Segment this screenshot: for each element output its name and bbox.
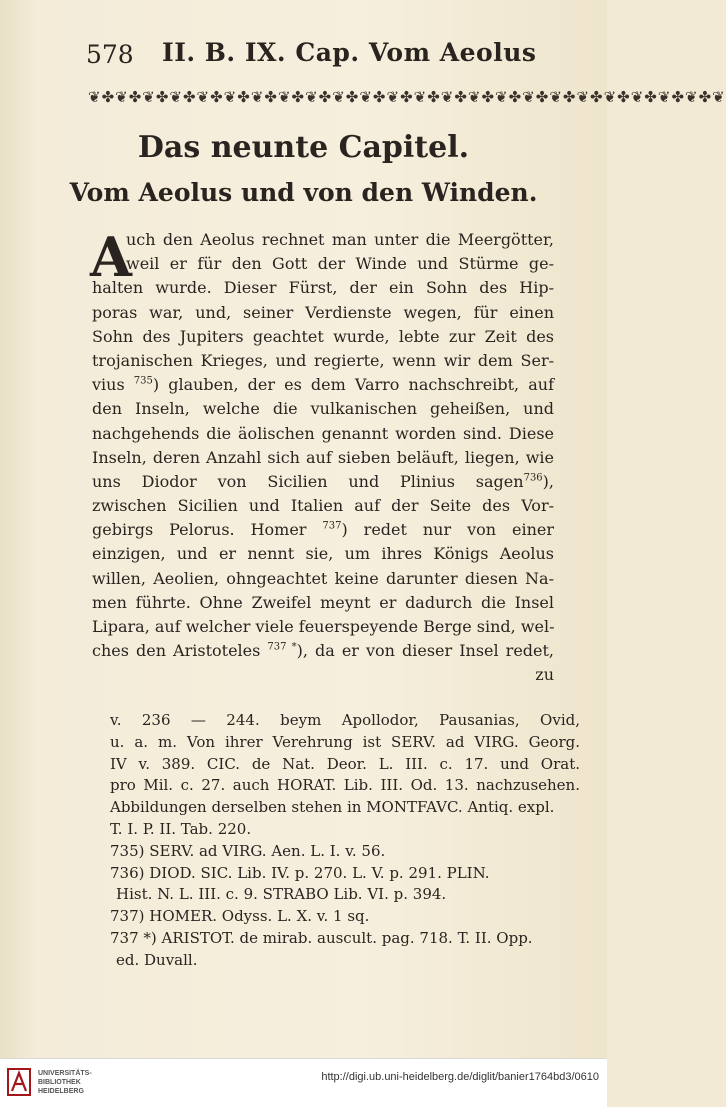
- text-segment: ) redet nur von einer: [341, 520, 554, 540]
- ornamental-divider: ❦✤❦✤❦✤❦✤❦✤❦✤❦✤❦✤❦✤❦✤❦✤❦✤❦✤❦✤❦✤❦✤❦✤❦✤❦✤❦✤❦✤❦✤❦✤❦: [88, 88, 726, 106]
- text-line: [92, 349, 554, 373]
- text-segment: zu: [535, 665, 554, 685]
- text-segment: willen, Aeolien, ohngeachtet keine darunter diesen Na-: [92, 568, 554, 588]
- text-segment: trojanischen Krieges, und regierte, wenn wir dem Ser-: [92, 350, 554, 370]
- text-line: [92, 591, 554, 615]
- university-logo-icon: [6, 1067, 32, 1097]
- text-segment: zwischen Sicilien und Italien auf der Seite des Vor-: [92, 496, 554, 516]
- footnotes: [110, 710, 580, 972]
- text-segment: uns Diodor von Sicilien und Plinius sagen: [92, 471, 524, 491]
- running-head-text: II. B. IX. Cap. Vom Aeolus: [162, 38, 537, 67]
- text-segment: vius: [92, 375, 134, 395]
- text-segment: halten wurde. Dieser Fürst, der ein Sohn des Hip-: [92, 278, 554, 298]
- footnote-line: 737) HOMER. Odyss. L. X. v. 1 sq.: [110, 907, 370, 926]
- page-number: 578: [86, 40, 134, 69]
- text-segment: ), da er von dieser Insel redet,: [296, 641, 555, 661]
- footnote-reference: 737: [322, 520, 342, 532]
- library-name-line: BIBLIOTHEK: [38, 1079, 81, 1086]
- text-line: [92, 276, 554, 300]
- text-line: [92, 325, 554, 349]
- text-segment: nachgehends die äolischen genannt worden sind. Diese: [92, 423, 554, 443]
- viewer-footer: [0, 1058, 607, 1107]
- text-line: [92, 663, 554, 687]
- body-text: [90, 225, 555, 688]
- footnote-line: Abbildungen derselben stehen in MONTFAVC. Antiq. expl.: [110, 798, 555, 817]
- footnote-line: T. I. P. II. Tab. 220.: [110, 819, 252, 838]
- text-segment: einzigen, und er nennt sie, um ihres Königs Aeolus: [92, 544, 554, 564]
- text-segment: ches den Aristoteles: [92, 641, 268, 661]
- text-segment: Inseln, deren Anzahl sich auf sieben beläuft, liegen, wie: [92, 447, 554, 467]
- text-line: [92, 494, 554, 518]
- text-line: [92, 542, 554, 566]
- footnote-reference: 735: [133, 375, 153, 387]
- text-segment: gebirgs Pelorus. Homer: [92, 520, 323, 540]
- text-segment: uch den Aeolus rechnet man unter die Meergötter,: [126, 230, 554, 249]
- footnote-line: 736) DIOD. SIC. Lib. IV. p. 270. L. V. p. 291. PLIN.: [110, 863, 490, 882]
- text-line: [92, 301, 554, 325]
- footnote-reference: 736: [523, 472, 543, 484]
- footnote-line: Hist. N. L. III. c. 9. STRABO Lib. VI. p. 394.: [116, 885, 447, 904]
- library-name-line: UNIVERSITÄTS-: [38, 1070, 92, 1077]
- text-line: [92, 615, 554, 639]
- footnote-separator: [92, 705, 554, 706]
- footnote-line: 735) SERV. ad VIRG. Aen. L. I. v. 56.: [110, 841, 386, 860]
- footnote-line: pro Mil. c. 27. auch HORAT. Lib. III. Od. 13. nachzusehen.: [110, 776, 580, 795]
- text-line: [92, 397, 554, 421]
- text-line: [92, 518, 554, 542]
- library-name: [38, 1069, 118, 1096]
- text-line: [92, 373, 554, 397]
- text-segment: ),: [542, 471, 554, 491]
- footnote-line: 737 *) ARISTOT. de mirab. auscult. pag. 718. T. II. Opp.: [110, 928, 533, 947]
- text-line: [92, 422, 554, 446]
- footnote-line: v. 236 — 244. beym Apollodor, Pausanias, Ovid,: [110, 711, 580, 729]
- text-line: [92, 228, 554, 252]
- text-line: [92, 470, 554, 494]
- footnote-line: ed. Duvall.: [116, 950, 198, 969]
- text-segment: den Inseln, welche die vulkanischen geheißen, und: [92, 399, 554, 419]
- chapter-title: Das neunte Capitel.: [137, 130, 470, 165]
- text-segment: Lipara, auf welcher viele feuerspeyende Berge sind, wel-: [92, 617, 555, 636]
- drop-cap: A: [90, 225, 132, 289]
- text-segment: weil er für den Gott der Winde und Stürme ge-: [126, 254, 554, 274]
- text-segment: ) glauben, der es dem Varro nachschreibt, auf: [152, 375, 554, 395]
- text-segment: men führte. Ohne Zweifel meynt er dadurch die Insel: [92, 592, 554, 612]
- chapter-subtitle: Vom Aeolus und von den Winden.: [69, 178, 538, 207]
- source-url[interactable]: http://digi.ub.uni-heidelberg.de/diglit/banier1764bd3/0610: [321, 1071, 599, 1083]
- text-segment: Sohn des Jupiters geachtet wurde, lebte zur Zeit des: [92, 326, 554, 346]
- library-name-line: HEIDELBERG: [38, 1088, 84, 1095]
- text-line: [92, 567, 554, 591]
- footnote-line: u. a. m. Von ihrer Verehrung ist SERV. ad VIRG. Georg.: [110, 732, 580, 751]
- footnote-reference: 737 *: [267, 641, 297, 653]
- text-line: [92, 639, 554, 663]
- running-head: [86, 36, 537, 76]
- text-segment: poras war, und, seiner Verdienste wegen, für einen: [92, 302, 554, 322]
- text-line: [92, 446, 554, 470]
- footnote-line: IV v. 389. CIC. de Nat. Deor. L. III. c. 17. und Orat.: [110, 754, 580, 773]
- text-line: [92, 252, 554, 276]
